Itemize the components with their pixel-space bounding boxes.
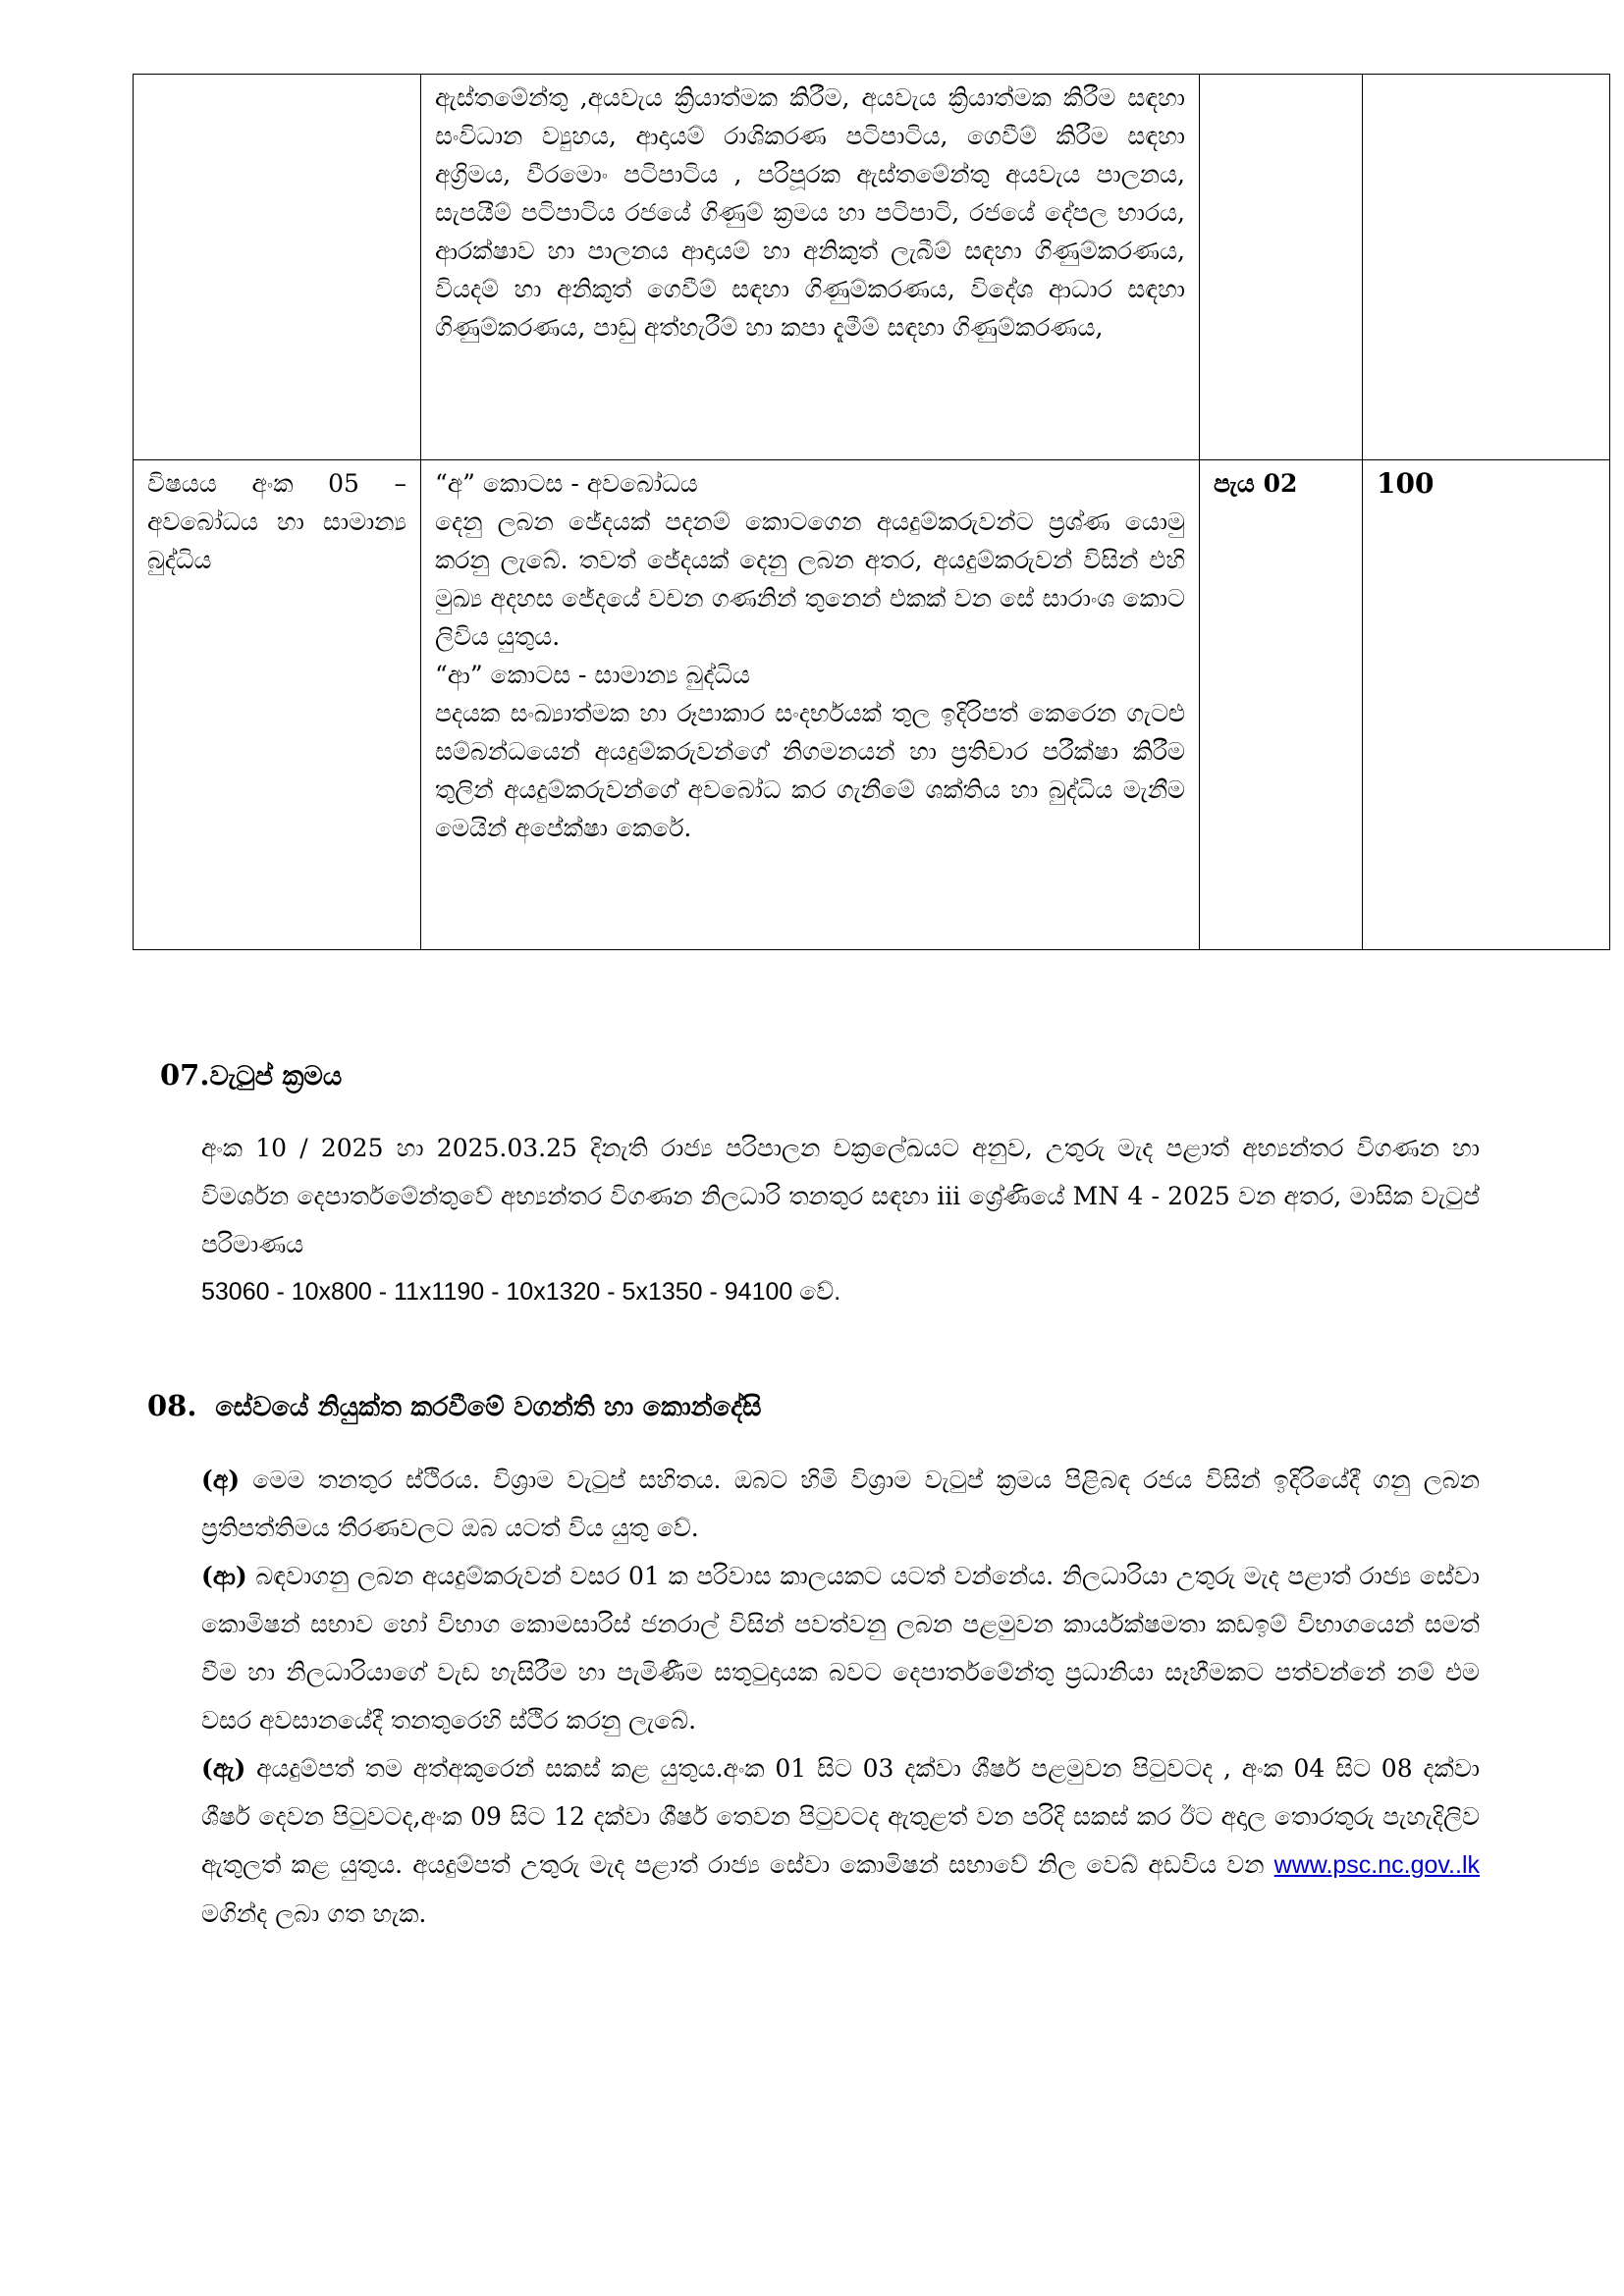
clause-aa — [201, 1552, 1480, 1744]
subject-cell: විෂයය අංක 05 – අවබෝධය හා සාමාන්‍ය බුද්ධිය — [134, 460, 421, 950]
section-07-heading — [160, 1058, 342, 1093]
clause-label: (ආ) — [201, 1562, 247, 1590]
part-a-title: “අ” කොටස - අවබෝධය — [435, 469, 698, 498]
section-08-body — [201, 1456, 1480, 1938]
section-08-heading — [147, 1389, 762, 1423]
clause-a — [201, 1456, 1480, 1552]
clause-text: මෙම තනතුර ස්ථිරය. විශ්‍රාම වැටුප් සහිතය. ඔබට හිමි විශ්‍රාම වැටුප් ක්‍රමය පිළිබඳ රජය විසින් ඉදිරියේදී ගනු ලබන ප්‍රතිපත්තිමය තීරණවලට ඔබ යටත් විය යුතු වේ. — [201, 1466, 1480, 1542]
section-number: 07. — [160, 1058, 210, 1092]
clause-text: බඳවාගනු ලබන අයදුම්කරුවන් වසර 01 ක පරිවාස කාලයකට යටත් වන්නේය. නිලධාරියා උතුරු මැද පළාත් රාජ්‍ය සේවා කොමිෂන් සභාව හෝ විභාග කොමසාරිස් ජනරාල් විසින් පවත්වනු ලබන පළමුවන කාර්යක්ෂමතා කඩඉම් විභාගයෙන් සමත් වීම හා නිලධාරියාගේ වැඩ හැසිරීම හා පැමිණීම සතුටුදායක බවට දෙපාර්තමේන්තු ප්‍රධානියා සෑහීමකට පත්වන්නේ නම් එම වසර අවසානයේදී තනතුරෙහි ස්ථිර කරනු ලැබේ. — [201, 1562, 1480, 1735]
table-row — [134, 460, 1610, 950]
syllabus-table — [133, 74, 1610, 950]
subject-cell — [134, 75, 421, 460]
section-number: 08. — [147, 1389, 197, 1422]
clause-tail: මගින්ද ලබා ගත හැක. — [201, 1899, 427, 1928]
salary-text: අංක 10 / 2025 හා 2025.03.25 දිනැති රාජ්‍ය පරිපාලන චක්‍රලේඛයට අනුව, උතුරු මැද පළාත් අභ්‍යන්තර විගණන හා විමර්ශන දෙපාර්තමේන්තුවේ අභ්‍යන්තර විගණන නිලධාරි තනතුර සඳහා iii ශ්‍රේණියේ MN 4 - 2025 වන අතර, මාසික වැටුප් පරිමාණය — [201, 1134, 1480, 1258]
website-link[interactable]: www.psc.nc.gov..lk — [1273, 1851, 1480, 1879]
duration-cell: පැය 02 — [1200, 460, 1363, 950]
duration-cell — [1200, 75, 1363, 460]
clause-label: (අ) — [201, 1466, 241, 1494]
marks-cell: 100 — [1363, 460, 1610, 950]
marks-cell — [1363, 75, 1610, 460]
content-cell — [421, 460, 1200, 950]
table-row — [134, 75, 1610, 460]
clause-i — [201, 1744, 1480, 1938]
part-aa-text: පදයක සංඛ්‍යාත්මක හා රූපාකාර සංදර්භයක් තුල ඉදිරිපත් කෙරෙන ගැටළු සම්බන්ධයෙන් අයදුම්කරුවන්ගේ නිගමනයන් හා ප්‍රතිචාර පරීක්ෂා කිරීම තුලින් අයදුම්කරුවන්ගේ අවබෝධ කර ගැනීමේ ශක්තිය හා බුද්ධිය මැනීම මෙයින් අපේක්ෂා කෙරේ. — [435, 699, 1185, 842]
content-cell: ඇස්තමේන්තු ,අයවැය ක්‍රියාත්මක කිරීම, අයවැය ක්‍රියාත්මක කිරීම සඳහා සංවිධාන ව්‍යුහය, ආදායම් රාශිකරණ පටිපාටිය, ගෙවීම් කිරීම සඳහා අග්‍රිමය, වීරමොං පටිපාටිය , පරිපූරක ඇස්තමේන්තු අයවැය පාලනය, සැපයීම් පටිපාටිය රජයේ ගිණුම් ක්‍රමය හා පටිපාටි, රජයේ දේපල භාරය, ආරක්ෂාව හා පාලනය ආදායම් හා අනිකුත් ලැබීම් සඳහා ගිණුම්කරණය, වියදම් හා අනිකුත් ගෙවීම් සඳහා ගිණුම්කරණය, විදේශ ආධාර සඳහා ගිණුම්කරණය, පාඩු අත්හැරීම් හා කපා දැමීම් සඳහා ගිණුම්කරණය, — [421, 75, 1200, 460]
section-title: සේවයේ නියුක්ත කරවීමේ වගන්ති හා කොන්දේසි — [215, 1392, 762, 1422]
clause-label: (ඇ) — [201, 1754, 246, 1783]
section-title: වැටුප් ක්‍රමය — [209, 1061, 343, 1092]
section-07-body — [201, 1124, 1480, 1316]
clause-text: අයදුම්පත් තම අත්අකුරෙන් සකස් කළ යුතුය.අංක 01 සිට 03 දක්වා ශීර්ෂ පළමුවන පිටුවටද , අංක 04 සිට 08 දක්වා ශීර්ෂ දෙවන පිටුවටද,අංක 09 සිට 12 දක්වා ශීර්ෂ තෙවන පිටුවටද ඇතුළත් වන පරිදි සකස් කර ඊට අදාල තොරතුරු පැහැදිලිව ඇතුලත් කළ යුතුය. අයදුම්පත් උතුරු මැද පළාත් රාජ්‍ය සේවා කොමිෂන් සභාවේ නිල වෙබ් අඩවිය වන — [201, 1754, 1480, 1879]
part-aa-title: “ආ” කොටස - සාමාන්‍ය බුද්ධිය — [435, 661, 750, 689]
salary-scale: 53060 - 10x800 - 11x1190 - 10x1320 - 5x1350 - 94100 වේ. — [201, 1278, 841, 1306]
part-a-text: දෙනු ලබන ජේදයක් පදනම් කොටගෙන අයදුම්කරුවන්ට ප්‍රශ්ණ යොමු කරනු ලැබේ. තවත් ජේදයක් දෙනු ලබන අතර, අයදුම්කරුවන් විසින් එහි මුඛ්‍ය අදහස ජේදයේ වචන ගණනින් තුනෙන් එකක් වන සේ සාරාංශ කොට ලිවිය යුතුය. — [435, 507, 1185, 651]
